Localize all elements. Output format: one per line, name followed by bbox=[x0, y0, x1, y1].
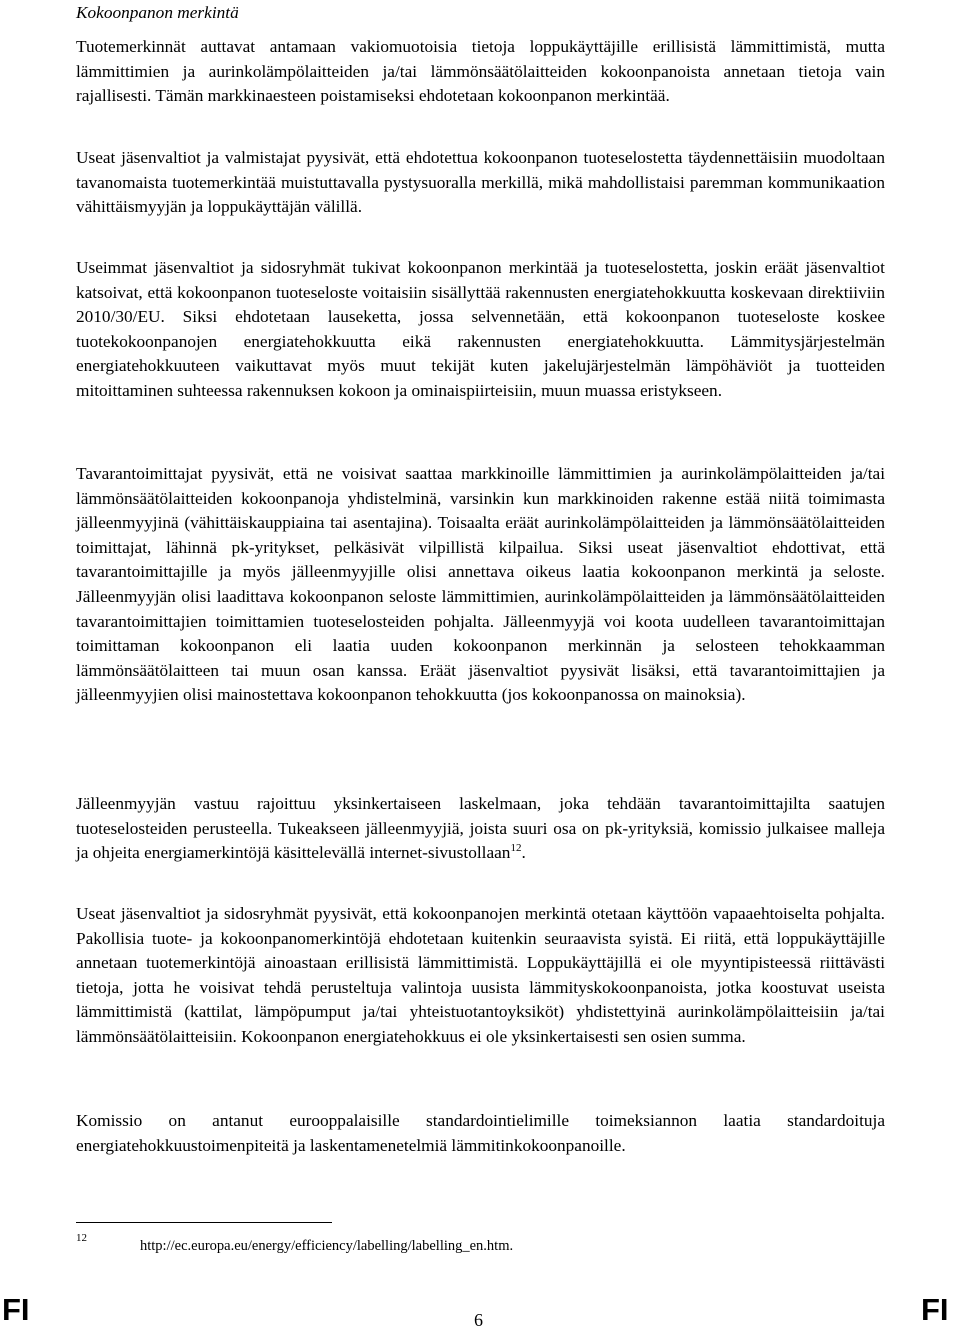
paragraph-6: Useat jäsenvaltiot ja sidosryhmät pyysivät, että kokoonpanojen merkintä otetaan käyttöön vapaaehtoiselta pohjalta. Pakollisia tuote- ja kokoonpanomerkintöjä ehdotetaan kuitenkin seuraavista syistä. Ei riitä, että loppukäyttäjille annetaan tuotemerkintöjä ainoastaan erillisistä lämmittimistä. Loppukäyttäjillä ei ole myyntipisteessä riittävästi tietoja, jotta he voisivat tehdä perusteltuja valintoja uusista lämmityskokoonpanoista, jotka koostuvat useista lämmittimistä (kattilat, lämpöpumput ja/tai yhteistuotantoyksiköt) yhdistettyinä aurinkolämpölaitteisiin ja/tai lämmönsäätölaitteisiin. Kokoonpanon energiatehokkuus ei ole yksinkertaisesti sen osien summa. bbox=[76, 904, 885, 1046]
footnote-reference: 12 bbox=[510, 842, 522, 855]
paragraph-7: Komissio on antanut eurooppalaisille standardointielimille toimeksiannon laatia standardoituja energiatehokkuustoimenpiteitä ja laskentamenetelmiä lämmitinkokoonpanoille. bbox=[76, 1111, 885, 1155]
footnote-divider bbox=[76, 1222, 332, 1223]
footnote-link[interactable]: http://ec.europa.eu/energy/efficiency/labelling/labelling_en.htm. bbox=[140, 1238, 514, 1254]
paragraph-1: Tuotemerkinnät auttavat antamaan vakiomuotoisia tietoja loppukäyttäjille erillisistä lämmittimistä, mutta lämmittimien ja aurinkolämpölaitteiden ja/tai lämmönsäätölaitteiden kokoonpanoista annetaan tietoja vain rajallisesti. Tämän markkinaesteen poistamiseksi ehdotetaan kokoonpanon merkintää. bbox=[76, 37, 885, 106]
paragraph-5-text: Jälleenmyyjän vastuu rajoittuu yksinkertaiseen laskelmaan, joka tehdään tavarantoimittajilta saatujen tuoteselosteiden perusteella. Tukeakseen jälleenmyyjiä, joista suuri osa on pk-yrityksiä, komissio julkaisee malleja ja ohjeita energiamerkintöjä käsittelevällä internet-sivustollaan bbox=[76, 794, 885, 863]
footer-language-right: FI bbox=[921, 1292, 949, 1327]
footnote-number: 12 bbox=[76, 1232, 87, 1244]
paragraph-2: Useat jäsenvaltiot ja valmistajat pyysivät, että ehdotettua kokoonpanon tuoteselostetta täydennettäisiin muodoltaan tavanomaista tuotemerkintää muistuttavalla pystysuoralla merkillä, mikä mahdollistaisi paremman kommunikaation vähittäismyyjän ja loppukäyttäjän välillä. bbox=[76, 148, 885, 217]
paragraph-4: Tavarantoimittajat pyysivät, että ne voisivat saattaa markkinoille lämmittimien ja aurinkolämpölaitteiden ja/tai lämmönsäätölaitteiden kokoonpanoja yhdistelminä, varsinkin kun markkinoiden rakenne estää niitä toimimasta jälleenmyyjinä (vähittäiskauppiaina tai asentajina). Toisaalta eräät aurinkolämpölaitteiden ja lämmönsäätölaitteiden toimittajat, lähinnä pk-yritykset, pelkäsivät vilpillistä kilpailua. Siksi useat jäsenvaltiot ehdottivat, että tavarantoimittajille ja myös jälleenmyyjille olisi annettava oikeus laatia kokoonpanon merkintä ja seloste. Jälleenmyyjän olisi laadittava kokoonpanon seloste lämmittimien, aurinkolämpölaitteiden ja lämmönsäätölaitteiden tavarantoimittajien toimittamien tuoteselosteiden pohjalta. Jälleenmyyjä voi koota uudelleen tavarantoimittajan toimittaman kokoonpanon eli laatia uuden kokoonpanon merkinnän ja selosteen tehokkaamman lämmönsäätölaitteen tai muun osan kanssa. Eräät jäsenvaltiot pyysivät lisäksi, että tavarantoimittajien ja jälleenmyyjien olisi mainostettava kokoonpanon tehokkuutta (jos kokoonpanossa on mainoksia). bbox=[76, 464, 885, 705]
footnote-reference-suffix: . bbox=[521, 843, 526, 863]
paragraph-5 bbox=[76, 792, 885, 866]
paragraph-3: Useimmat jäsenvaltiot ja sidosryhmät tukivat kokoonpanon merkintää ja tuoteselostetta, joskin eräät jäsenvaltiot katsoivat, että kokoonpanon tuoteseloste voitaisiin sisällyttää rakennusten energiatehokkuutta koskevaan direktiiviin 2010/30/EU. Siksi ehdotetaan lauseketta, jossa selvennetään, että kokoonpanon tuoteseloste koskee tuotekokoonpanojen energiatehokkuutta eikä rakennusten energiatehokkuutta. Lämmitysjärjestelmän energiatehokkuuteen vaikuttavat myös muut tekijät kuten jakelujärjestelmän lämpöhäviöt ja tuotteiden mitoittaminen suhteessa rakennuksen kokoon ja ominaispiirteisiin, muun muassa eristykseen. bbox=[76, 258, 885, 400]
footer-language-left: FI bbox=[2, 1292, 30, 1327]
page-number: 6 bbox=[474, 1310, 483, 1330]
section-heading: Kokoonpanon merkintä bbox=[76, 3, 239, 22]
